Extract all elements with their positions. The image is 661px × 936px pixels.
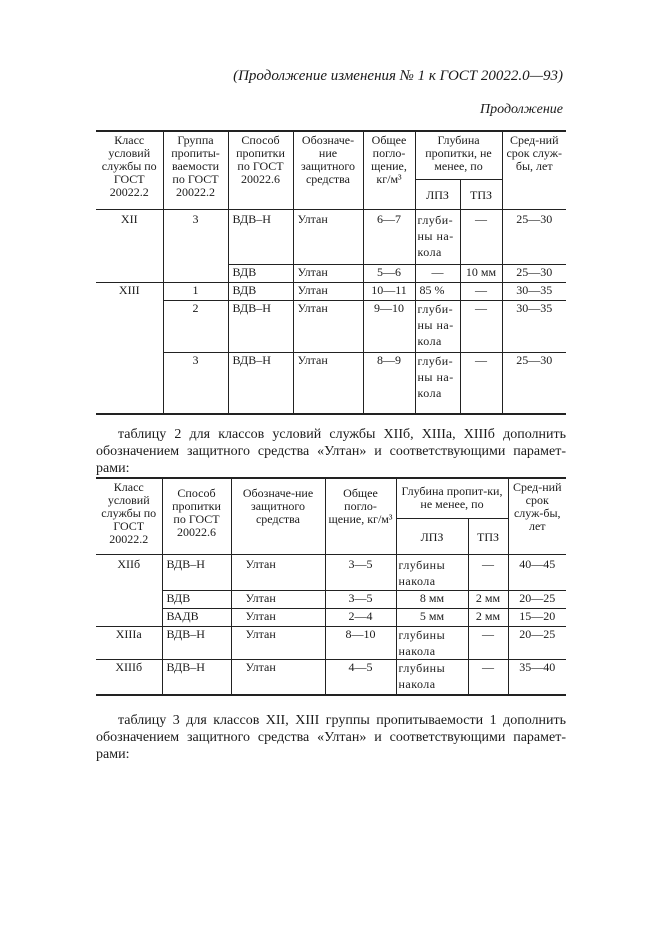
paragraph-1-text: таблицу 2 для классов условий службы XIIб, XIIIа, XIIIб дополнить обозначением защитного средства «Ултан» и соответствующими парамет-рами: <box>96 427 566 476</box>
t2-header-class: Класс условий службы по ГОСТ 20022.2 <box>96 478 162 554</box>
t1-cell-agent: Ултан <box>293 300 363 352</box>
t2-cell-absorption: 4—5 <box>325 659 396 695</box>
t2-header-method: Способ пропитки по ГОСТ 20022.6 <box>162 478 231 554</box>
t2-cell-class: XIIIа <box>96 626 162 659</box>
t2-cell-agent: Ултан <box>231 590 325 608</box>
t2-cell-term: 35—40 <box>519 659 556 674</box>
t1-cell-absorption: 8—9 <box>363 352 415 414</box>
t1-cell-method: ВДВ <box>228 264 293 282</box>
t1-header-group: Группа пропиты-ваемости по ГОСТ 20022.2 <box>163 131 228 209</box>
table-2 <box>96 477 566 696</box>
t1-header-agent: Обозначе-ние защитного средства <box>293 131 363 209</box>
t2-cell-agent: Ултан <box>231 626 325 659</box>
t1-cell-method: ВДВ–Н <box>228 352 293 414</box>
t1-header-term: Сред-ний срок служ-бы, лет <box>506 133 563 173</box>
table-row <box>96 554 566 590</box>
t2-cell-lpz: глубины накола <box>396 659 468 695</box>
t1-cell-agent: Ултан <box>293 264 363 282</box>
t1-cell-agent: Ултан <box>293 352 363 414</box>
t1-cell-tpz: 10 мм <box>460 264 502 282</box>
t2-cell-lpz: 8 мм <box>396 590 468 608</box>
t1-cell-group: 1 <box>163 282 228 300</box>
t2-cell-tpz: 2 мм <box>468 590 508 608</box>
paragraph-2-text: таблицу 3 для классов XII, XIII группы пропитываемости 1 дополнить обозначением защитного средства «Ултан» и соответствующими парамет-рами: <box>96 713 566 762</box>
t2-cell-lpz: 5 мм <box>396 608 468 626</box>
t2-header-term: Сред-ний срок служ-бы, лет <box>512 480 562 533</box>
t2-cell-tpz: — <box>468 554 508 590</box>
t1-cell-tpz: — <box>460 300 502 352</box>
t1-cell-class: XIII <box>96 282 163 414</box>
t1-cell-term: 25—30 <box>516 211 553 226</box>
t2-header-absorption: Общее погло-щение, кг/м³ <box>325 478 396 554</box>
t1-header-absorption: Общее погло-щение, кг/м³ <box>363 131 415 209</box>
t2-cell-agent: Ултан <box>231 608 325 626</box>
t2-cell-absorption: 2—4 <box>325 608 396 626</box>
t1-cell-lpz: — <box>415 264 460 282</box>
t1-cell-absorption: 5—6 <box>363 264 415 282</box>
t2-cell-lpz: глубины накола <box>396 626 468 659</box>
t1-header-class: Класс условий службы по ГОСТ 20022.2 <box>96 131 163 209</box>
continuation-title: (Продолжение изменения № 1 к ГОСТ 20022.0—93) <box>233 68 563 84</box>
t2-cell-absorption: 3—5 <box>325 590 396 608</box>
t2-cell-method: ВДВ–Н <box>162 554 231 590</box>
table-row <box>96 282 566 300</box>
t2-cell-method: ВДВ–Н <box>162 626 231 659</box>
table-row <box>96 608 566 626</box>
t1-cell-tpz: — <box>460 352 502 414</box>
t1-cell-agent: Ултан <box>293 209 363 264</box>
t1-cell-agent: Ултан <box>293 282 363 300</box>
paragraph-1 <box>96 426 566 477</box>
t2-cell-term: 15—20 <box>519 608 556 623</box>
t2-cell-agent: Ултан <box>231 659 325 695</box>
t2-cell-class: XIIб <box>96 554 162 626</box>
t1-cell-group: 3 <box>163 209 228 282</box>
table-row <box>96 352 566 414</box>
t1-cell-term: 25—30 <box>502 352 566 414</box>
t1-cell-lpz: глуби-ны на-кола <box>415 209 460 264</box>
t2-cell-tpz: — <box>468 626 508 659</box>
t1-header-tpz: ТПЗ <box>460 179 502 209</box>
paragraph-2 <box>96 712 566 763</box>
continued-label: Продолжение <box>480 102 563 117</box>
t1-cell-absorption: 9—10 <box>363 300 415 352</box>
t2-cell-method: ВДВ <box>162 590 231 608</box>
t1-cell-lpz: глуби-ны на-кола <box>415 352 460 414</box>
t1-cell-method: ВДВ–Н <box>228 300 293 352</box>
t1-cell-method: ВДВ <box>228 282 293 300</box>
t2-cell-tpz: 2 мм <box>468 608 508 626</box>
table-row <box>96 209 566 264</box>
t2-header-agent: Обозначе-ние защитного средства <box>231 478 325 554</box>
t2-header-tpz: ТПЗ <box>468 518 508 554</box>
table-row <box>96 590 566 608</box>
table-row <box>96 659 566 695</box>
t1-cell-group: 2 <box>163 300 228 352</box>
t2-cell-term: 20—25 <box>519 590 556 605</box>
t2-cell-method: ВДВ–Н <box>162 659 231 695</box>
t2-cell-class: XIIIб <box>96 659 162 695</box>
t1-cell-tpz: — <box>460 282 502 300</box>
t2-cell-term: 20—25 <box>519 626 556 641</box>
table-row <box>96 300 566 352</box>
t1-cell-term: 25—30 <box>502 264 566 282</box>
t2-cell-term: 40—45 <box>519 556 556 571</box>
t1-cell-group: 3 <box>163 352 228 414</box>
t2-cell-agent: Ултан <box>231 554 325 590</box>
t1-cell-lpz: 85 % <box>415 282 460 300</box>
t1-header-lpz: ЛПЗ <box>415 179 460 209</box>
t2-cell-tpz: — <box>468 659 508 695</box>
t2-header-lpz: ЛПЗ <box>396 518 468 554</box>
t2-cell-method: ВАДВ <box>162 608 231 626</box>
table-1 <box>96 130 566 415</box>
t2-cell-absorption: 8—10 <box>325 626 396 659</box>
t1-cell-tpz: — <box>460 209 502 264</box>
t1-cell-method: ВДВ–Н <box>228 209 293 264</box>
table-row <box>96 626 566 659</box>
t1-cell-lpz: глуби-ны на-кола <box>415 300 460 352</box>
t2-header-depth: Глубина пропит-ки, не менее, по <box>396 478 508 518</box>
t1-cell-term: 30—35 <box>516 300 553 315</box>
t1-header-depth: Глубина пропитки, не менее, по <box>415 131 502 179</box>
t2-cell-absorption: 3—5 <box>325 554 396 590</box>
t1-cell-term: 30—35 <box>516 282 553 297</box>
t1-cell-absorption: 6—7 <box>363 209 415 264</box>
t1-header-method: Способ пропитки по ГОСТ 20022.6 <box>228 131 293 209</box>
t2-cell-lpz: глубины накола <box>396 554 468 590</box>
t1-cell-absorption: 10—11 <box>363 282 415 300</box>
t1-cell-class: XII <box>96 209 163 282</box>
